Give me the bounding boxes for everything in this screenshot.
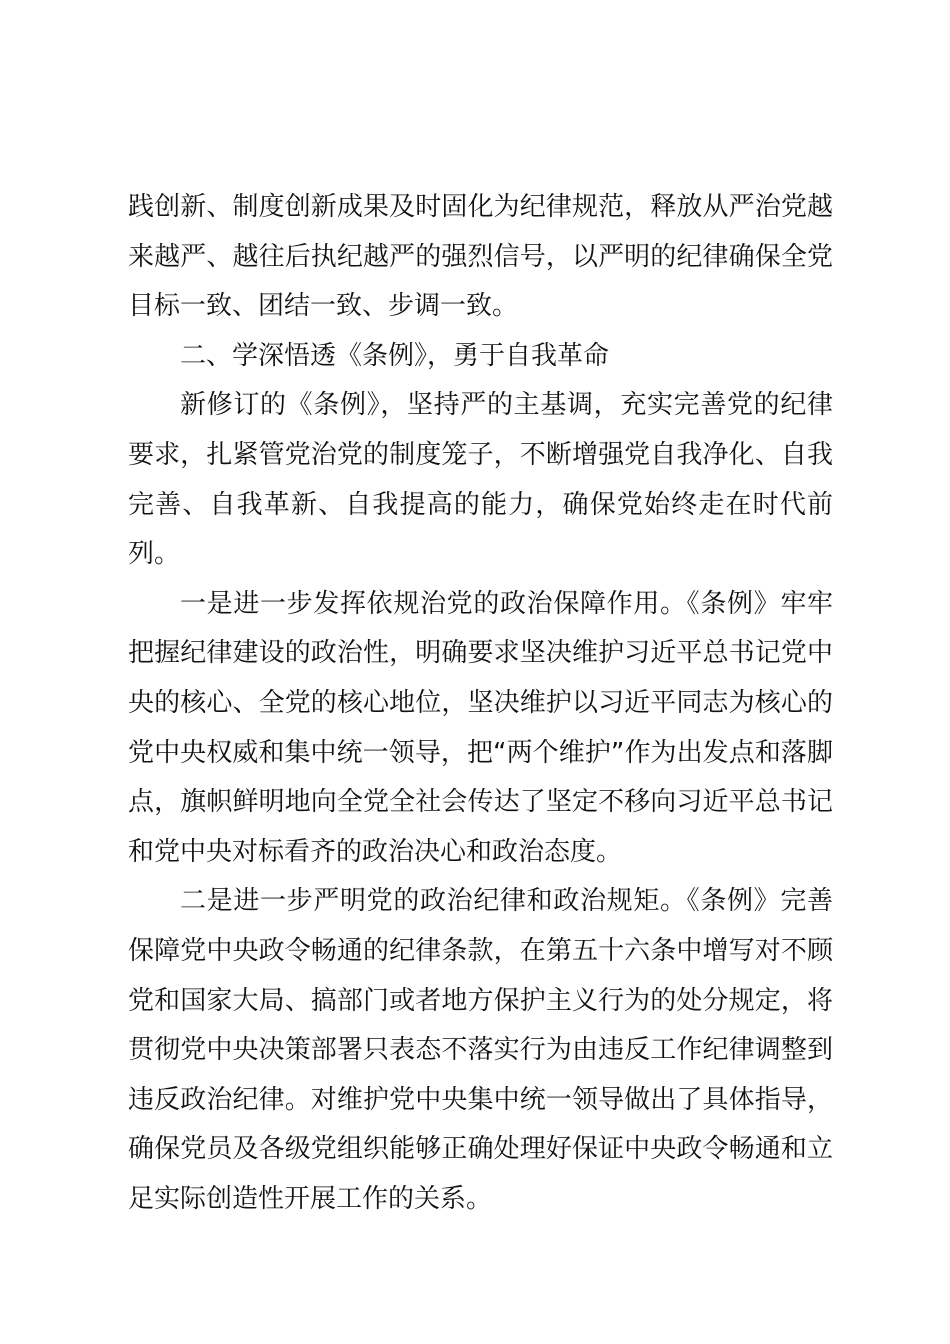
document-body bbox=[128, 183, 833, 1224]
body-paragraph: 一是进一步发挥依规治党的政治保障作用。《条例》牢牢把握纪律建设的政治性，明确要求坚决维护习近平总书记党中央的核心、全党的核心地位，坚决维护以习近平同志为核心的党中央权威和集中统一领导，把“两个维护”作为出发点和落脚点，旗帜鲜明地向全党全社会传达了坚定不移向习近平总书记和党中央对标看齐的政治决心和政治态度。 bbox=[128, 588, 833, 867]
body-paragraph: 践创新、制度创新成果及时固化为纪律规范，释放从严治党越来越严、越往后执纪越严的强烈信号，以严明的纪律确保全党目标一致、团结一致、步调一致。 bbox=[128, 192, 833, 322]
section-heading: 二、学深悟透《条例》，勇于自我革命 bbox=[180, 340, 610, 371]
body-paragraph: 新修订的《条例》，坚持严的主基调，充实完善党的纪律要求，扎紧管党治党的制度笼子，不断增强党自我净化、自我完善、自我革新、自我提高的能力，确保党始终走在时代前列。 bbox=[128, 390, 833, 570]
body-paragraph: 二是进一步严明党的政治纪律和政治规矩。《条例》完善保障党中央政令畅通的纪律条款，在第五十六条中增写对不顾党和国家大局、搞部门或者地方保护主义行为的处分规定，将贯彻党中央决策部署只表态不落实行为由违反工作纪律调整到违反政治纪律。对维护党中央集中统一领导做出了具体指导，确保党员及各级党组织能够正确处理好保证中央政令畅通和立足实际创造性开展工作的关系。 bbox=[128, 886, 833, 1214]
